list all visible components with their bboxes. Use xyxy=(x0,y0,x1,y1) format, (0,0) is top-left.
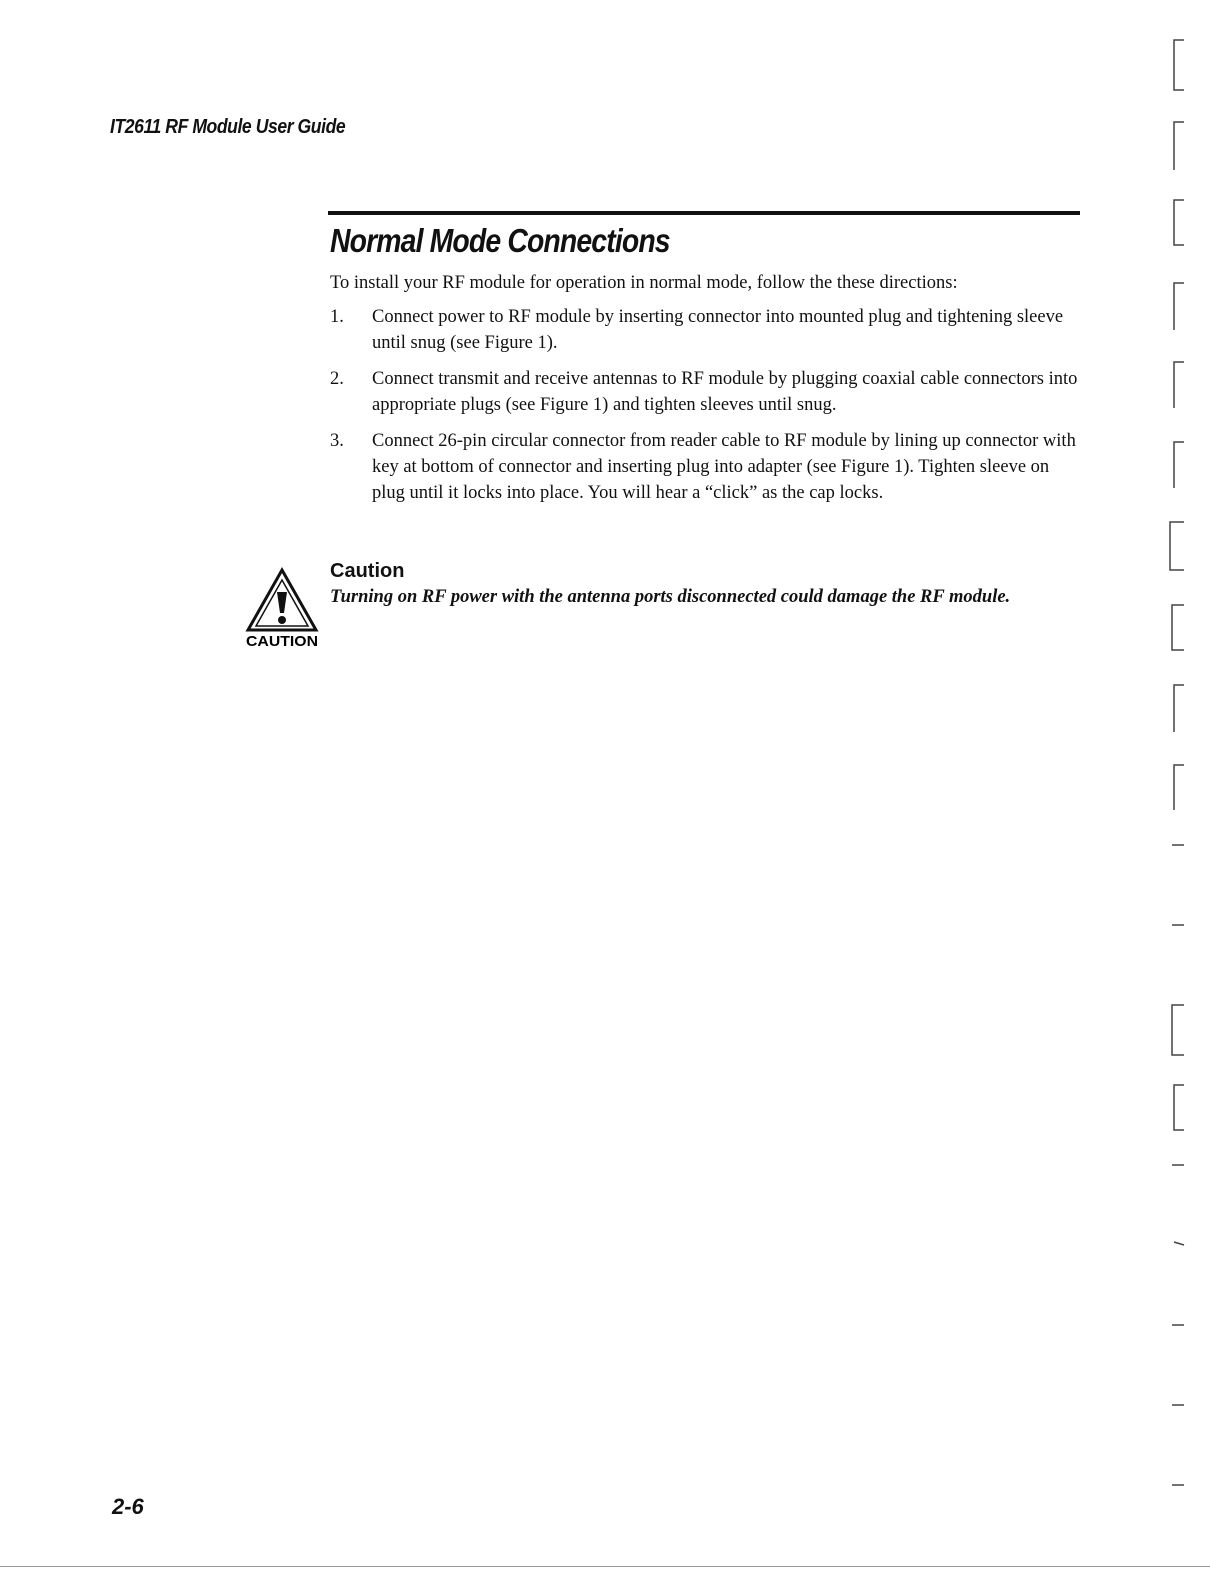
page-number: 2-6 xyxy=(112,1494,144,1519)
list-item xyxy=(330,366,1080,418)
step-number: 3. xyxy=(330,431,344,451)
list-item xyxy=(330,428,1080,506)
caution-heading: Caution xyxy=(330,560,405,582)
list-item xyxy=(330,304,1080,356)
step-text: Connect power to RF module by inserting connector into mounted plug and tightening sleeve until snug (see Figure 1). xyxy=(372,307,1064,353)
scan-bottom-edge xyxy=(0,1566,1210,1567)
caution-icon-label: CAUTION xyxy=(246,633,318,650)
section-title: Normal Mode Connections xyxy=(330,222,670,259)
caution-icon xyxy=(244,566,320,650)
step-number: 2. xyxy=(330,369,344,389)
running-header: IT2611 RF Module User Guide xyxy=(110,116,346,138)
step-text: Connect 26-pin circular connector from reader cable to RF module by lining up connector with key at bottom of connector and inserting plug into adapter (see Figure 1). Tighten sleeve on plug until it locks into place. You will hear a “click” as the cap locks. xyxy=(372,431,1076,503)
step-text: Connect transmit and receive antennas to RF module by plugging coaxial cable connectors into appropriate plugs (see Figure 1) and tighten sleeves until snug. xyxy=(372,369,1078,415)
steps-list xyxy=(330,304,1080,516)
section-rule xyxy=(328,211,1080,215)
section-intro: To install your RF module for operation in normal mode, follow the these directions: xyxy=(330,273,958,293)
step-number: 1. xyxy=(330,307,344,327)
page-edge-tabs xyxy=(1160,30,1200,1570)
caution-text: Turning on RF power with the antenna ports disconnected could damage the RF module. xyxy=(330,587,1011,607)
